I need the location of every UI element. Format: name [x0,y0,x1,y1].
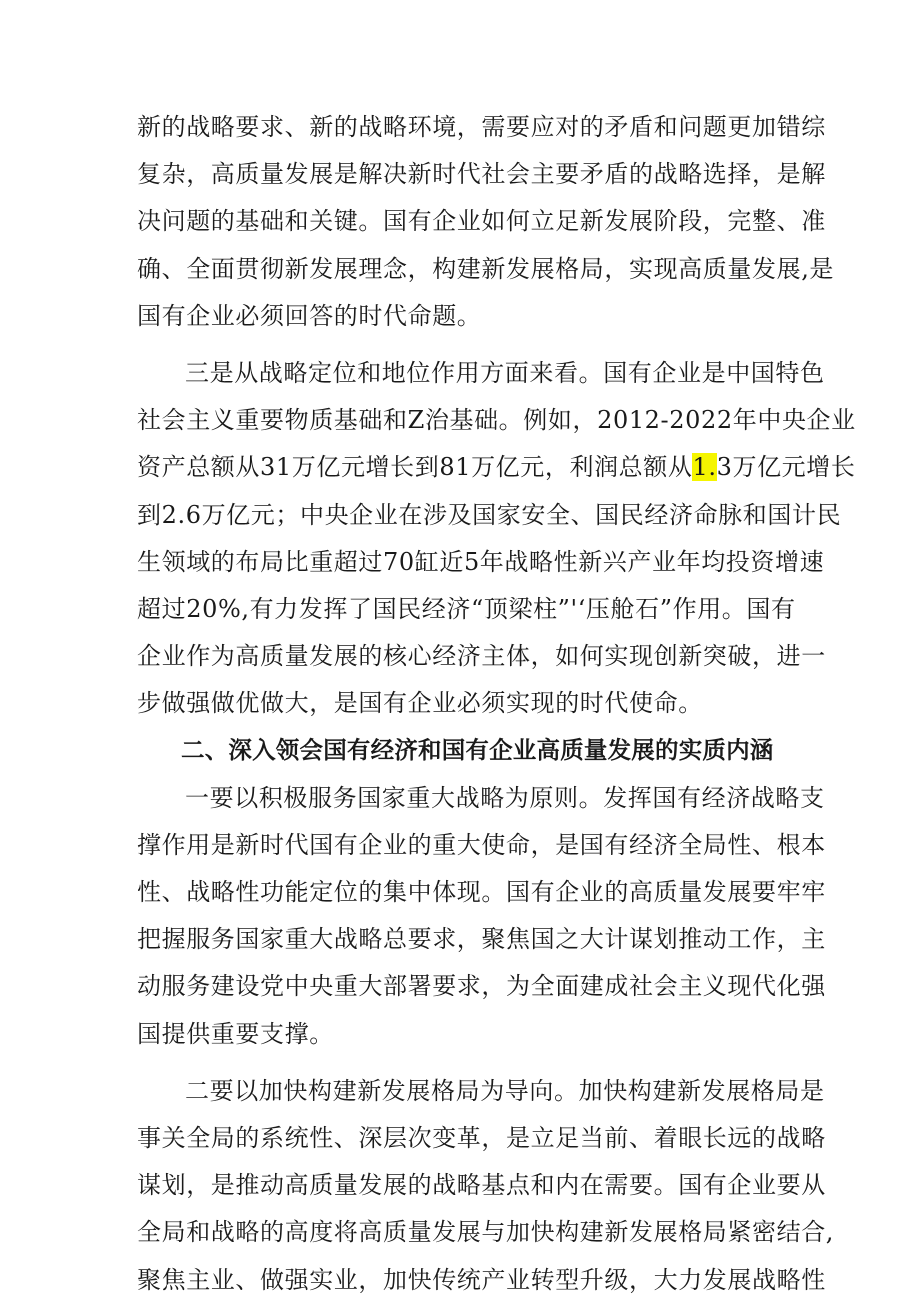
paragraph-national-strategy [137,775,826,1058]
paragraph-continuation [137,104,835,340]
text-line: 决问题的基础和关键。国有企业如何立足新发展阶段，完整、准 [137,207,826,236]
text-line: 聚焦主业、做强实业，加快传统产业转型升级，大力发展战略性 [137,1265,826,1294]
text-line: 动服务建设党中央重大部署要求，为全面建成社会主义现代化强 [137,972,826,1001]
text-line: 步做强做优做大，是国有企业必须实现的时代使命。 [137,689,703,718]
text-line: 全局和战略的高度将高质量发展与加快构建新发展格局紧密结合, [137,1218,835,1247]
text-line: 事关全局的系统性、深层次变革，是立足当前、着眼长远的战略 [137,1123,826,1152]
text-line: 二要以加快构建新发展格局为导向。加快构建新发展格局是 [185,1076,825,1105]
text-line: 社会主义重要物质基础和Z治基础。例如，2012-2022年中央企业 [137,406,856,435]
text-line: 性、战略性功能定位的集中体现。国有企业的高质量发展要牢牢 [137,878,826,906]
text-line: 把握服务国家重大战略总要求，聚焦国之大计谋划推动工作，主 [137,925,826,954]
section-heading: 二、深入领会国有经济和国有企业高质量发展的实质内涵 [181,736,774,765]
text-line: 国提供重要支撑。 [137,1019,334,1048]
text-line: 到2.6万亿元；中央企业在涉及国家安全、国民经济命脉和国计民 [137,500,842,529]
text-line: 撑作用是新时代国有企业的重大使命，是国有经济全局性、根本 [137,830,826,859]
text-line: 国有企业必须回答的时代命题。 [137,301,482,330]
text-line: 一要以积极服务国家重大战略为原则。发挥国有经济战略支 [185,783,825,812]
text-line: 新的战略要求、新的战略环境，需要应对的矛盾和问题更加错综 [137,113,826,141]
text-segment: 资产总额从31万亿元增长到81万亿元，利润总额从 [137,453,693,482]
highlighted-text: 1. [692,453,717,482]
document-page [137,104,856,1304]
text-line: 生领域的布局比重超过70缸近5年战略性新兴产业年均投资增速 [137,547,825,576]
text-segment: 3万亿元增长 [716,453,856,482]
text-line: 确、全面贯彻新发展理念，构建新发展格局，实现高质量发展,是 [137,254,835,283]
text-line: 三是从战略定位和地位作用方面来看。国有企业是中国特色 [185,358,825,387]
text-line: 谋划，是推动高质量发展的战略基点和内在需要。国有企业要从 [137,1171,826,1200]
text-line-with-highlight [137,444,856,491]
paragraph-strategic-positioning [137,350,856,728]
text-line: 复杂，高质量发展是解决新时代社会主要矛盾的战略选择，是解 [137,160,826,189]
text-line: 企业作为高质量发展的核心经济主体，如何实现创新突破，进一 [137,642,826,671]
text-line: 超过20%,有力发挥了国民经济“顶梁柱”'‘压舱石”作用。国有 [137,594,796,623]
paragraph-development-pattern [137,1068,835,1304]
